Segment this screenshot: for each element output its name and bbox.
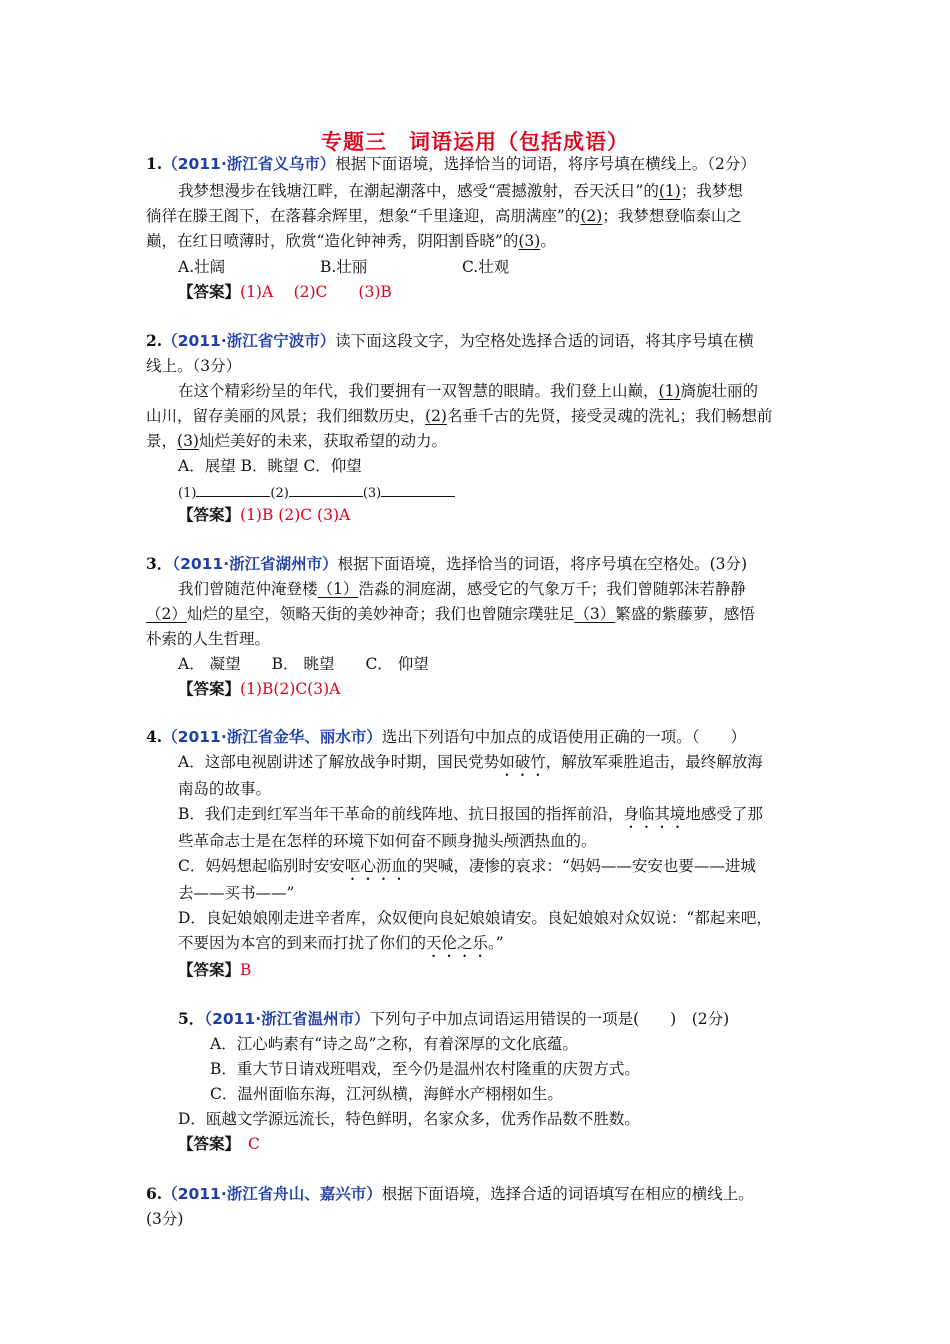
q6-source: 2011·浙江省舟山、嘉兴市	[177, 1185, 367, 1203]
q4-option-c: C．妈妈想起临别时安安呕心沥血的哭喊，凄惨的哀求：“妈妈——安安也要——进城	[178, 857, 756, 875]
q4-option-d-cont: 不要因为本宫的到来而打扰了你们的天伦之乐。”	[178, 934, 504, 952]
q2-options: A．展望 B．眺望 C．仰望	[178, 457, 362, 475]
q1-stem: 1.（2011·浙江省义乌市）根据下面语境，选择恰当的词语，将序号填在横线上。（2分）	[146, 154, 756, 173]
dotted-idiom: 呕心沥血	[344, 857, 407, 875]
q4-answer: 【答案】B	[178, 961, 252, 979]
q6-stem: 6.（2011·浙江省舟山、嘉兴市）根据下面语境，选择合适的词语填写在相应的横线上。	[146, 1184, 754, 1203]
q6-stem-cont: (3分)	[146, 1210, 184, 1228]
q1-blank-3: (3)	[518, 232, 541, 250]
q3-passage-line: 朴索的人生哲理。	[146, 630, 271, 648]
dotted-idiom: 如破竹	[499, 753, 546, 771]
dotted-idiom: 身临其境	[623, 805, 686, 823]
q3-passage-line: 我们曾随范仲淹登楼（1）浩淼的洞庭湖，感受它的气象万千；我们曾随郭沫若静静	[178, 580, 746, 598]
q1-answer: 【答案】(1)A (2)C (3)B	[178, 283, 392, 301]
q1-passage-line: 巅，在红日喷薄时，欣赏“造化钟神秀，阴阳割昏晓”的(3)。	[146, 232, 556, 250]
q2-stem: 2.（2011·浙江省宁波市）读下面这段文字，为空格处选择合适的词语，将其序号填在横	[146, 331, 754, 350]
q1-passage-line: 我梦想漫步在钱塘江畔，在潮起潮落中，感受“震撼激射，吞天沃日”的(1)；我梦想	[178, 182, 743, 200]
q2-answer: 【答案】(1)B (2)C (3)A	[178, 506, 351, 524]
q3-answer: 【答案】(1)B(2)C(3)A	[178, 680, 341, 698]
q1-option-a: A.壮阔	[178, 258, 226, 276]
page-title: 专题三 词语运用（包括成语）	[321, 130, 629, 154]
q2-fill-blanks: (1) (2) (3)	[178, 481, 455, 504]
q3-blank-3: （3）	[574, 605, 616, 623]
q1-option-b: B.壮丽	[320, 258, 368, 276]
q5-option-b: B．重大节日请戏班唱戏，至今仍是温州农村隆重的庆贺方式。	[210, 1060, 640, 1078]
q1-blank-1: (1)	[658, 182, 681, 200]
q2-blank-3: (3)	[177, 432, 199, 450]
q1-passage-line: 徜徉在滕王阁下，在落暮余辉里，想象“千里逢迎，高朋满座”的(2)；我梦想登临泰山之	[146, 207, 742, 225]
q2-stem-cont: 线上。（3分）	[146, 357, 242, 375]
q5-source: 2011·浙江省温州市	[212, 1010, 355, 1028]
q1-blank-2: (2)	[580, 207, 603, 225]
q5-option-c: C．温州面临东海，江河纵横，海鲜水产栩栩如生。	[210, 1085, 563, 1103]
q3-stem: 3．（2011·浙江省湖州市）根据下面语境，选择恰当的词语，将序号填在空格处。(3分)	[146, 554, 748, 573]
q4-stem: 4.（2011·浙江省金华、丽水市）选出下列语句中加点的成语使用正确的一项。（ ）	[146, 727, 747, 746]
q5-option-d: D．瓯越文学源远流长，特色鲜明，名家众多，优秀作品数不胜数。	[178, 1110, 640, 1128]
q4-option-b: B．我们走到红军当年干革命的前线阵地、抗日报国的指挥前沿，身临其境地感受了那	[178, 805, 763, 823]
q2-passage-line: 景，(3)灿烂美好的未来，获取希望的动力。	[146, 432, 447, 450]
q5-answer: 【答案】 C	[178, 1135, 260, 1153]
q4-option-c-cont: 去——买书——”	[178, 884, 295, 902]
q5-stem: 5．（2011·浙江省温州市）下列句子中加点词语运用错误的一项是( ) (2分)	[178, 1009, 730, 1028]
q3-source: 2011·浙江省湖州市	[180, 555, 323, 573]
q4-option-b-cont: 些革命志士是在怎样的环境下如何奋不顾身抛头颅洒热血的。	[178, 832, 597, 850]
q2-blank-2: (2)	[425, 407, 447, 425]
q2-blank-1: (1)	[658, 382, 681, 400]
q1-source: 2011·浙江省义乌市	[177, 155, 320, 173]
q4-source: 2011·浙江省金华、丽水市	[177, 728, 367, 746]
q4-option-a: A．这部电视剧讲述了解放战争时期，国民党势如破竹，解放军乘胜追击，最终解放海	[178, 753, 763, 771]
q1-option-c: C.壮观	[462, 258, 510, 276]
q3-options: A． 凝望 B． 眺望 C． 仰望	[178, 655, 429, 673]
dotted-idiom: 天伦之乐	[426, 934, 489, 952]
q5-option-a: A．江心屿素有“诗之岛”之称，有着深厚的文化底蕴。	[210, 1035, 579, 1053]
q4-option-d: D．良妃娘娘刚走进辛者库，众奴便向良妃娘娘请安。良妃娘娘对众奴说：“都起来吧，	[178, 909, 772, 927]
q2-source: 2011·浙江省宁波市	[177, 332, 320, 350]
q2-passage-line: 山川，留存美丽的风景；我们细数历史，(2)名垂千古的先贤，接受灵魂的洗礼；我们畅想前	[146, 407, 773, 425]
q3-blank-2: （2）	[146, 605, 187, 623]
q3-blank-1: （1）	[317, 580, 359, 598]
q3-passage-line: （2）灿烂的星空，领略天街的美妙神奇；我们也曾随宗璞驻足（3）繁盛的紫藤萝，感悟	[146, 605, 755, 623]
q4-option-a-cont: 南岛的故事。	[178, 780, 272, 798]
q2-passage-line: 在这个精彩纷呈的年代，我们要拥有一双智慧的眼睛。我们登上山巅，(1)旖旎壮丽的	[178, 382, 758, 400]
